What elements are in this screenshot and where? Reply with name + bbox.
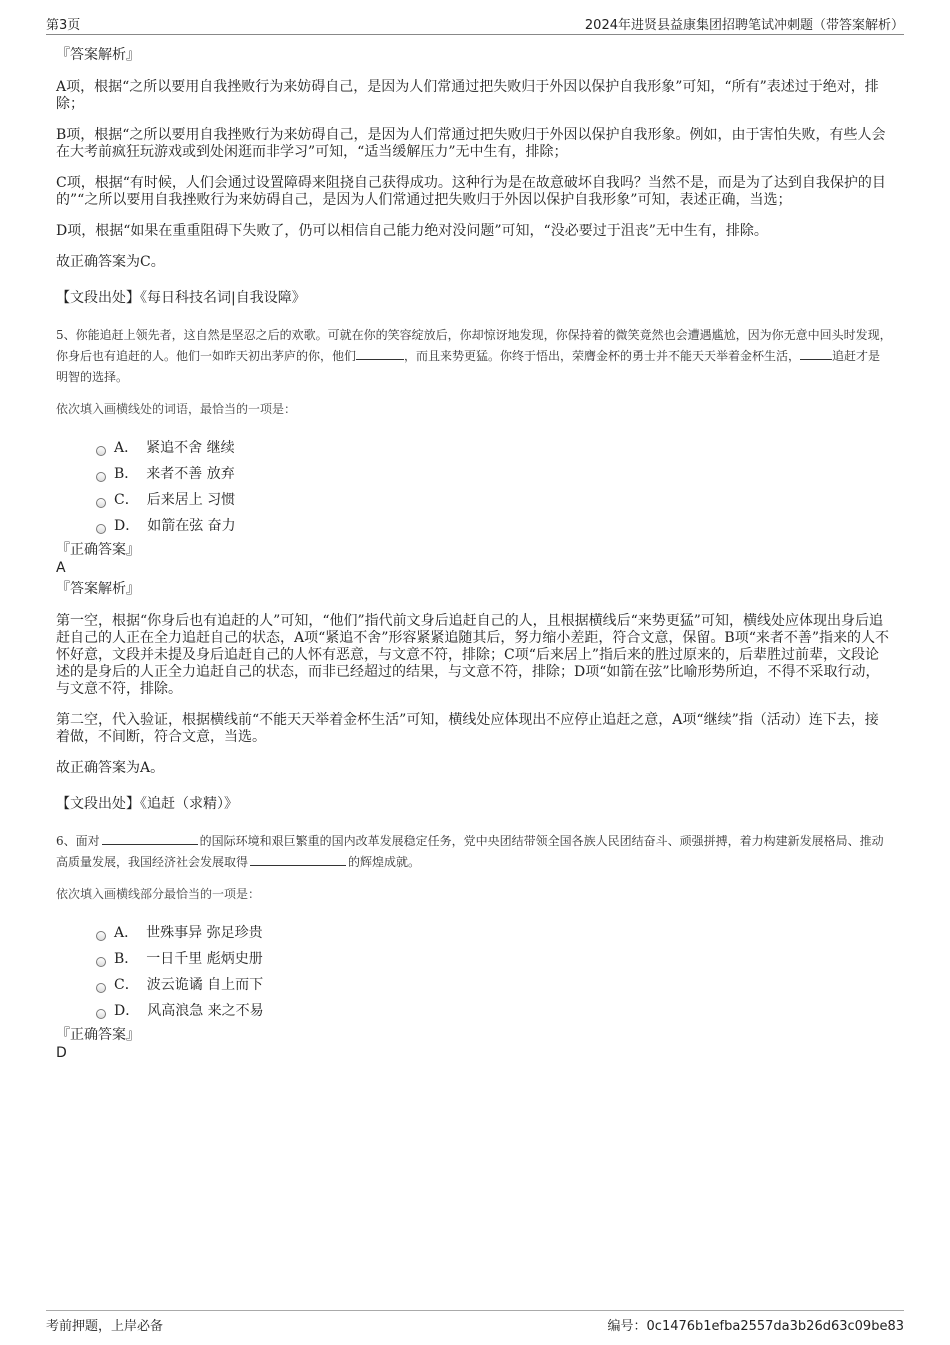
q5-analysis-2: 第二空，代入验证，根据横线前“不能天天举着金杯生活”可知，横线处应体现出不应停止追赶之意，A项“继续”指（活动）连下去，接着做，不间断，符合文意，当选。 bbox=[56, 712, 879, 745]
radio-icon[interactable] bbox=[96, 957, 106, 967]
q4-analysis-label: 『答案解析』 bbox=[56, 47, 140, 63]
q5-option-a[interactable]: A． 紧追不舍 继续 bbox=[96, 435, 892, 461]
q6-blank-1 bbox=[102, 832, 198, 845]
q5-blank-1 bbox=[356, 347, 404, 360]
q4-source: 【文段出处】《每日科技名词|自我设障》 bbox=[56, 290, 306, 306]
q5-analysis-label: 『答案解析』 bbox=[56, 581, 140, 597]
radio-icon[interactable] bbox=[96, 498, 106, 508]
radio-icon[interactable] bbox=[96, 931, 106, 941]
document-title: 2024年进贤县益康集团招聘笔试冲刺题（带答案解析） bbox=[584, 18, 904, 33]
q6-instruction: 依次填入画横线部分最恰当的一项是： bbox=[56, 887, 261, 901]
q5-conclusion: 故正确答案为A。 bbox=[56, 760, 165, 776]
radio-icon[interactable] bbox=[96, 446, 106, 456]
q6-answer-label: 『正确答案』 bbox=[56, 1027, 140, 1043]
radio-icon[interactable] bbox=[96, 472, 106, 482]
q4-analysis-b: B项，根据“之所以要用自我挫败行为来妨碍自己，是因为人们常通过把失败归于外因以保护自我形象。例如，由于害怕失败，有些人会在大考前疯狂玩游戏或到处闲逛而非学习”可知，“适当缓解压力”无中生有，排除； bbox=[56, 127, 886, 160]
q6-stem: 6、面对 的国际环境和艰巨繁重的国内改革发展稳定任务，党中央团结带领全国各族人民团结奋斗、顽强拼搏，着力构建新发展格局、推动高质量发展，我国经济社会发展取得 的辉煌成就。 bbox=[56, 834, 884, 869]
q6-option-d[interactable]: D． 风高浪急 来之不易 bbox=[96, 998, 892, 1024]
q6-answer: D bbox=[56, 1045, 67, 1061]
document-id: 编号：0c1476b1efba2557da3b26d63c09be83 bbox=[607, 1319, 904, 1334]
q5-stem: 5、你能追赶上领先者，这自然是坚忍之后的欢歌。可就在你的笑容绽放后，你却惊讶地发现，你保持着的微笑竟然也会遭遇尴尬，因为你无意中回头时发现，你身后也有追赶的人。他们一如昨天初出茅庐的你，他们 ，而且来势更猛。你终于悟出，荣膺金杯的勇士并不能天天举着金杯生活， 追赶才是明智的选择。 bbox=[56, 328, 892, 384]
q6-blank-2 bbox=[250, 853, 346, 866]
q4-conclusion: 故正确答案为C。 bbox=[56, 254, 165, 270]
radio-icon[interactable] bbox=[96, 524, 106, 534]
q6-option-a[interactable]: A． 世殊事异 弥足珍贵 bbox=[96, 920, 892, 946]
q5-options bbox=[56, 435, 892, 539]
radio-icon[interactable] bbox=[96, 1009, 106, 1019]
radio-icon[interactable] bbox=[96, 983, 106, 993]
page-footer bbox=[46, 1310, 904, 1339]
q4-analysis-c: C项，根据“有时候，人们会通过设置障碍来阻挠自己获得成功。这种行为是在故意破坏自我吗？当然不是，而是为了达到自我保护的目的”“之所以要用自我挫败行为来妨碍自己，是因为人们常通过把失败归于外因以保护自我形象”可知，表述正确，当选； bbox=[56, 175, 886, 208]
q5-analysis-1: 第一空，根据“你身后也有追赶的人”可知，“他们”指代前文身后追赶自己的人，且根据横线后“来势更猛”可知，横线处应体现出身后追赶自己的人正在全力追赶自己的状态，A项“紧追不舍”形容紧紧追随其后，努力缩小差距，符合文意，保留。B项“来者不善”指来的人不怀好意，文段并未提及身后追赶自己的人怀有恶意，与文意不符，排除；C项“后来居上”指后来的胜过原来的，后辈胜过前辈，文段论述的是身后的人正全力追赶自己的状态，而非已经超过的结果，与文意不符，排除；D项“如箭在弦”比喻形势所迫，不得不采取行动，与文意不符，排除。 bbox=[56, 613, 890, 697]
page-content bbox=[56, 46, 892, 1061]
q5-option-c[interactable]: C． 后来居上 习惯 bbox=[96, 487, 892, 513]
q6-options bbox=[56, 920, 892, 1024]
q4-analysis-d: D项，根据“如果在重重阻碍下失败了，仍可以相信自己能力绝对没问题”可知，“没必要过于沮丧”无中生有，排除。 bbox=[56, 223, 768, 239]
q6-option-c[interactable]: C． 波云诡谲 自上而下 bbox=[96, 972, 892, 998]
q5-instruction: 依次填入画横线处的词语，最恰当的一项是： bbox=[56, 402, 297, 416]
q5-blank-2 bbox=[800, 347, 832, 360]
q5-answer-label: 『正确答案』 bbox=[56, 542, 140, 558]
q5-option-b[interactable]: B． 来者不善 放弃 bbox=[96, 461, 892, 487]
q5-source: 【文段出处】《追赶（求精）》 bbox=[56, 796, 238, 812]
q5-option-d[interactable]: D． 如箭在弦 奋力 bbox=[96, 513, 892, 539]
q6-option-b[interactable]: B． 一日千里 彪炳史册 bbox=[96, 946, 892, 972]
q5-answer: A bbox=[56, 560, 66, 576]
footer-slogan: 考前押题，上岸必备 bbox=[46, 1319, 164, 1334]
q4-analysis-a: A项，根据“之所以要用自我挫败行为来妨碍自己，是因为人们常通过把失败归于外因以保护自我形象”可知，“所有”表述过于绝对，排除； bbox=[56, 79, 879, 112]
page-number: 第3页 bbox=[46, 18, 81, 33]
page-header bbox=[46, 14, 904, 35]
